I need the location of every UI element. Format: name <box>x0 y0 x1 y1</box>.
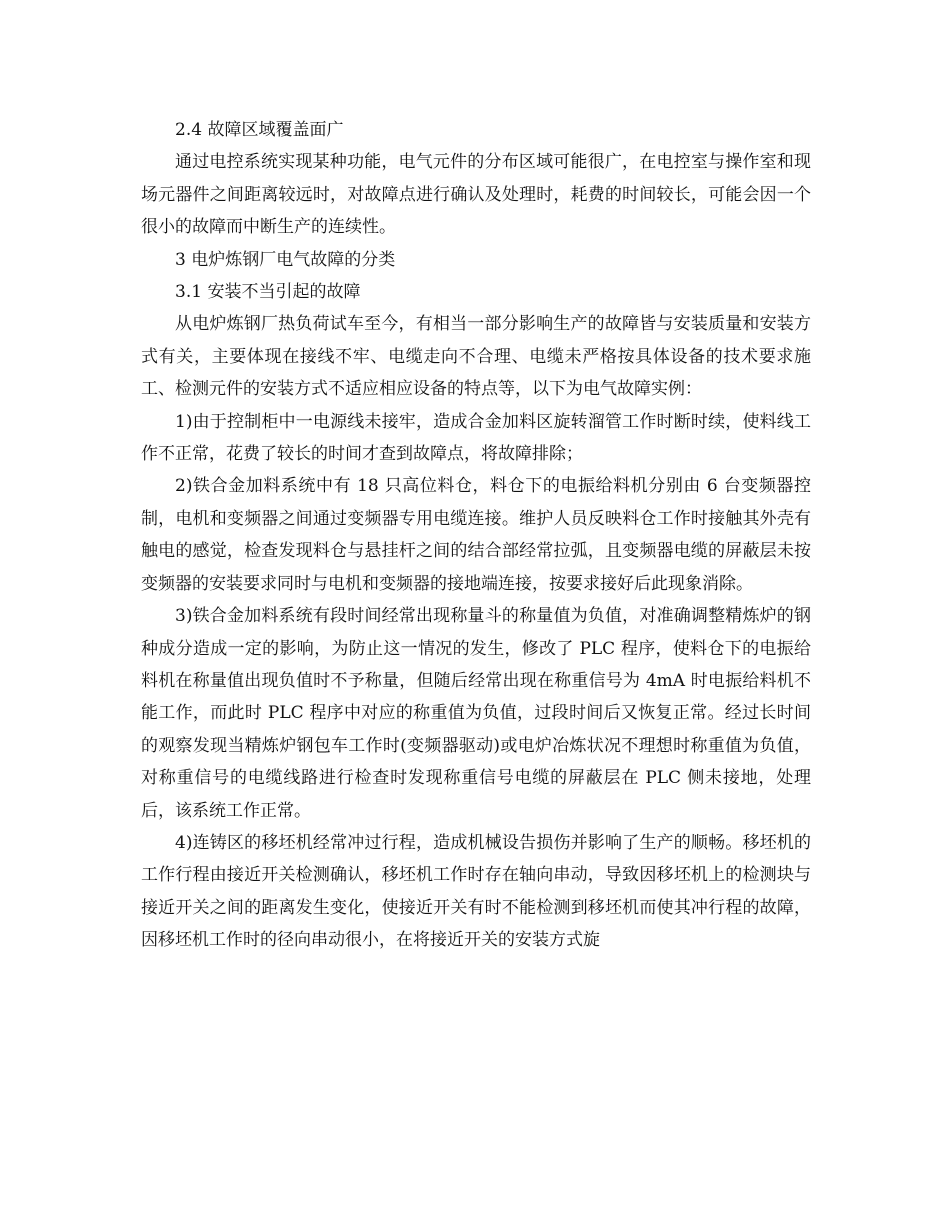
paragraph-example-1: 1)由于控制柜中一电源线未接牢，造成合金加料区旋转溜管工作时断时续，使料线工作不正常，花费了较长的时间才查到故障点，将故障排除； <box>141 411 811 465</box>
paragraph-fault-area: 通过电控系统实现某种功能，电气元件的分布区域可能很广，在电控室与操作室和现场元器件之间距离较远时，对故障点进行确认及处理时，耗费的时间较长，可能会因一个很小的故障而中断生产的连续性。 <box>141 152 811 238</box>
section-heading-2-4: 2.4 故障区域覆盖面广 <box>175 120 344 140</box>
paragraph-example-3: 3)铁合金加料系统有段时间经常出现称量斗的称量值为负值，对准确调整精炼炉的钢种成分造成一定的影响，为防止这一情况的发生，修改了 PLC 程序，使料仓下的电振给料机在称量值出现负值时不予称量，但随后经常出现在称重信号为 4mA 时电振给料机不能工作，而此时 PLC 程序中对应的称重值为负值，过段时间后又恢复正常。经过长时间的观察发现当精炼炉钢包车工作时(变频器驱动)或电炉冶炼状况不理想时称重值为负值，对称重信号的电缆线路进行检查时发现称重信号电缆的屏蔽层在 PLC 侧未接地，处理后，该系统工作正常。 <box>141 606 811 821</box>
section-heading-3-1: 3.1 安装不当引起的故障 <box>175 282 361 303</box>
section-heading-3: 3 电炉炼钢厂电气故障的分类 <box>175 249 396 270</box>
paragraph-installation-intro: 从电炉炼钢厂热负荷试车至今，有相当一部分影响生产的故障皆与安装质量和安装方式有关，主要体现在接线不牢、电缆走向不合理、电缆未严格按具体设备的技术要求施工、检测元件的安装方式不适应相应设备的特点等，以下为电气故障实例： <box>141 314 811 400</box>
paragraph-example-2: 2)铁合金加料系统中有 18 只高位料仓，料仓下的电振给料机分别由 6 台变频器控制，电机和变频器之间通过变频器专用电缆连接。维护人员反映料仓工作时接触其外壳有触电的感觉，检查发现料仓与悬挂杆之间的结合部经常拉弧，且变频器电缆的屏蔽层未按变频器的安装要求同时与电机和变频器的接地端连接，按要求接好后此现象消除。 <box>141 476 811 594</box>
document-body <box>141 114 811 957</box>
paragraph-example-4: 4)连铸区的移坯机经常冲过行程，造成机械设告损伤并影响了生产的顺畅。移坯机的工作行程由接近开关检测确认，移坯机工作时存在轴向串动，导致因移坯机上的检测块与接近开关之间的距离发生变化，使接近开关有时不能检测到移坯机而使其冲行程的故障，因移坯机工作时的径向串动很小，在将接近开关的安装方式旋 <box>141 832 811 951</box>
